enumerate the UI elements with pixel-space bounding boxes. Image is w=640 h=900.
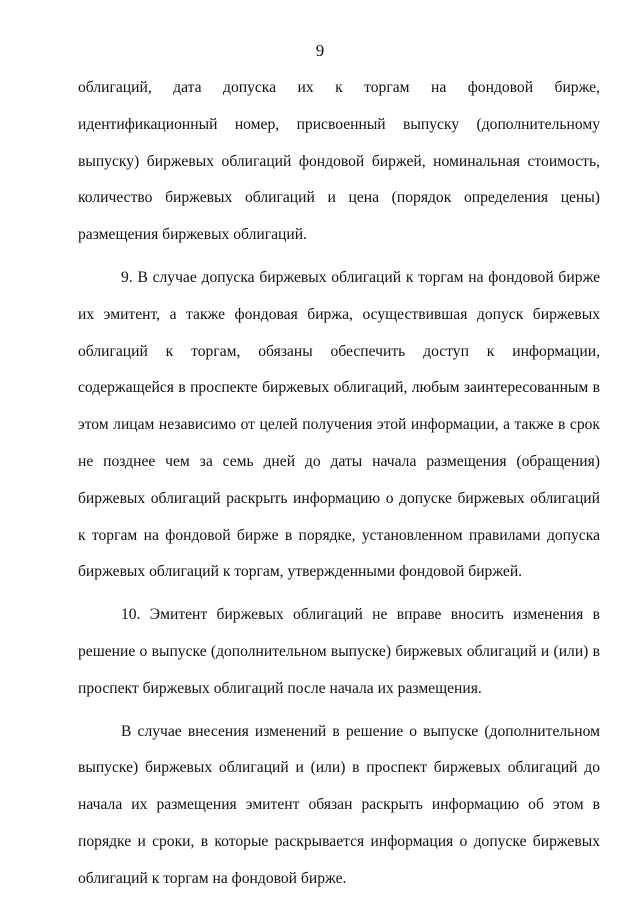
paragraph-continuation: облигаций, дата допуска их к торгам на фондовой бирже, идентификационный номер, присвоенный выпуску (дополнительному выпуску) биржевых облигаций фондовой биржей, номинальная стоимость, количество биржевых облигаций и цена (порядок определения цены) размещения биржевых облигаций. (78, 79, 600, 244)
page-number: 9 (315, 41, 325, 60)
paragraph-item-10-continued: В случае внесения изменений в решение о выпуске (дополнительном выпуске) биржевых облигаций и (или) в проспект биржевых облигаций до начала их размещения эмитент обязан раскрыть информацию об этом в порядке и сроки, в которые раскрывается информация о допуске биржевых облигаций к торгам на фондовой бирже. (78, 722, 600, 887)
paragraph-item-9: 9. В случае допуска биржевых облигаций к торгам на фондовой бирже их эмитент, а также фондовая биржа, осуществившая допуск биржевых облигаций к торгам, обязаны обеспечить доступ к информации, содержащейся в проспекте биржевых облигаций, любым заинтересованным в этом лицам независимо от целей получения этой информации, а также в срок не позднее чем за семь дней до даты начала размещения (обращения) биржевых облигаций раскрыть информацию о допуске биржевых облигаций к торгам на фондовой бирже в порядке, установленном правилами допуска биржевых облигаций к торгам, утвержденными фондовой биржей. (78, 268, 600, 581)
document-body (78, 70, 600, 898)
paragraph-item-10: 10. Эмитент биржевых облигаций не вправе вносить изменения в решение о выпуске (дополнительном выпуске) биржевых облигаций и (или) в проспект биржевых облигаций после начала их размещения. (78, 606, 600, 697)
